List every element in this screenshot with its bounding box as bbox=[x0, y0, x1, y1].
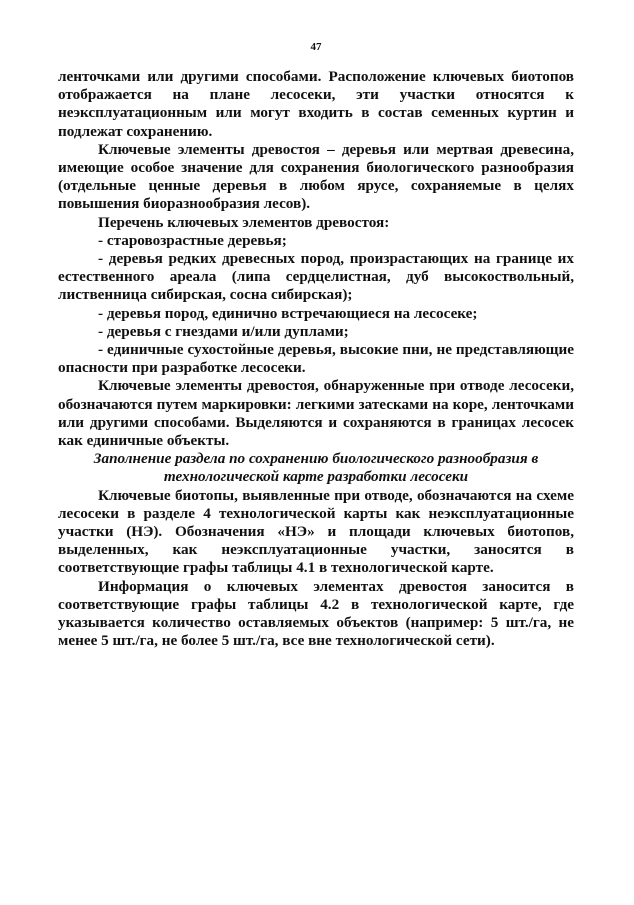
list-item-old-trees: - старовозрастные деревья; bbox=[98, 231, 287, 249]
list-item-dead-standing: - единичные сухостойные деревья, высокие пни, не представляющие опасности при разработке лесосеки. bbox=[58, 341, 574, 377]
paragraph-table-info: Информация о ключевых элементах древостоя заносится в соответствующие графы таблицы 4.2 в технологической карте, где указывается количество оставляемых объектов (например: 5 шт./га, не менее 5 шт./га, не более 5 шт./га, все вне технологической сети). bbox=[58, 577, 574, 650]
list-item-single-species: - деревья пород, единично встречающиеся на лесосеке; bbox=[98, 304, 478, 322]
paragraph-continuation: ленточками или другими способами. Расположение ключевых биотопов отображается на плане лесосеки, эти участки относятся к неэксплуатационным или могут входить в состав семенных куртин и подлежат сохранению. bbox=[58, 68, 574, 140]
paragraph-biotopes: Ключевые биотопы, выявленные при отводе, обозначаются на схеме лесосеки в разделе 4 технологической карты как неэксплуатационные участки (НЭ). Обозначения «НЭ» и площади ключевых биотопов, выделенных, как неэксплуатационные участки, заносятся в соответствующие графы таблицы 4.1 в технологической карте. bbox=[58, 486, 574, 577]
list-item-nests-hollows: - деревья с гнездами и/или дуплами; bbox=[98, 322, 349, 340]
paragraph-list-intro: Перечень ключевых элементов древостоя: bbox=[98, 213, 390, 231]
page-number: 47 bbox=[310, 41, 322, 53]
paragraph-marking: Ключевые элементы древостоя, обнаруженные при отводе лесосеки, обозначаются путем маркировки: легкими затесками на коре, ленточками или другими способами. Выделяются и сохраняются в границах лесосек как единичные объекты. bbox=[58, 377, 574, 450]
document-body bbox=[58, 68, 574, 651]
paragraph-key-elements-definition: Ключевые элементы древостоя – деревья или мертвая древесина, имеющие особое значение для сохранения биологического разнообразия (отдельные ценные деревья в любом ярусе, сохраняемые в целях повышения биоразнообразия лесов). bbox=[58, 140, 574, 213]
list-item-rare-species: - деревья редких древесных пород, произрастающих на границе их естественного ареала (липа сердцелистная, дуб высокоствольный, лиственница сибирская, сосна сибирская); bbox=[58, 250, 574, 304]
section-heading: Заполнение раздела по сохранению биологического разнообразия в технологической карте разработки лесосеки bbox=[93, 450, 539, 486]
